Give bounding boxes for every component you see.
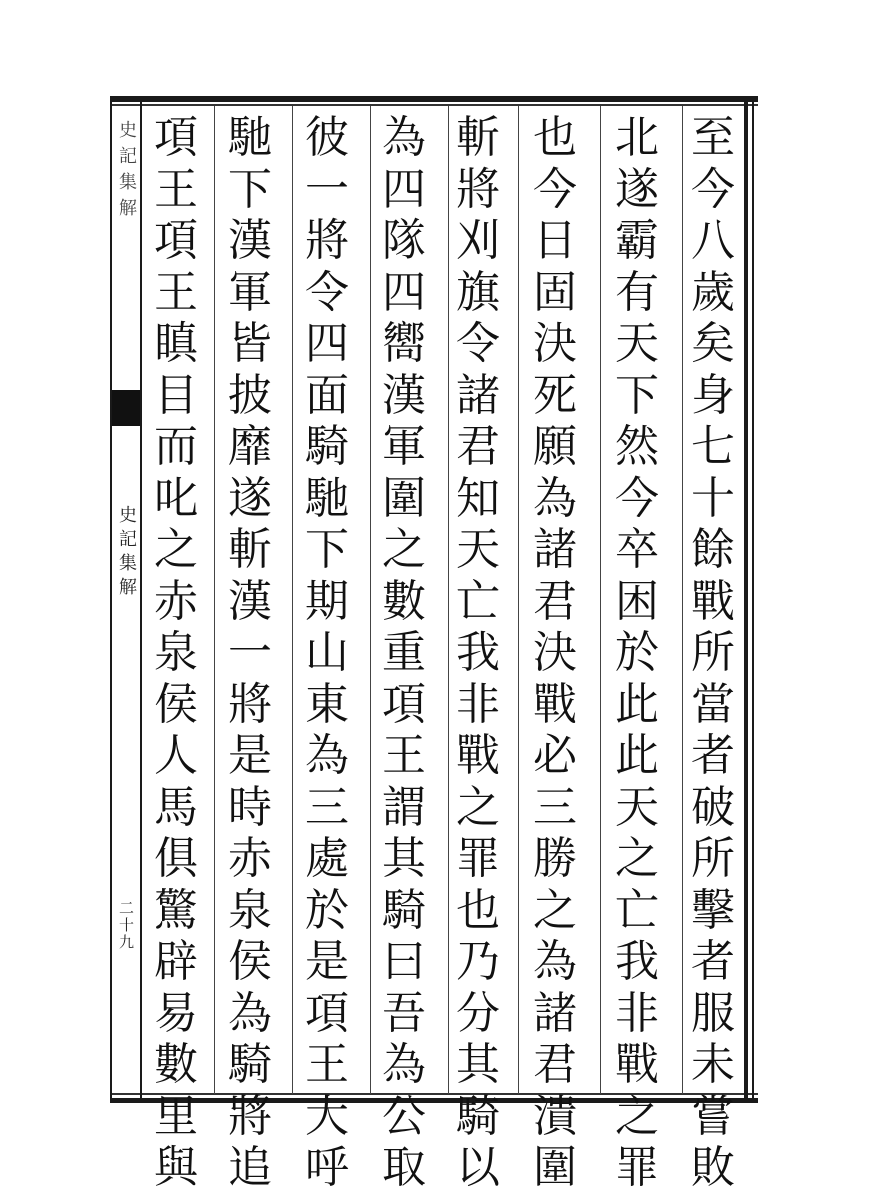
character-glyph: 披 (228, 369, 272, 421)
character-glyph: 必 (533, 730, 577, 781)
character-glyph: 四 (305, 318, 349, 369)
character-glyph: 重 (382, 627, 426, 678)
character-glyph: 圍 (382, 472, 426, 524)
character-glyph: 然 (615, 421, 659, 472)
character-glyph: 決 (533, 318, 577, 369)
character-glyph: 也 (456, 884, 500, 936)
character-glyph: 騎 (305, 421, 349, 472)
character-glyph: 謂 (382, 781, 426, 833)
character-glyph: 困 (615, 575, 659, 627)
character-glyph: 騎 (456, 1090, 500, 1142)
character-glyph: 侯 (154, 678, 198, 730)
character-glyph: 一 (228, 627, 272, 678)
character-glyph: 軍 (382, 421, 426, 472)
character-glyph: 所 (691, 627, 735, 678)
character-glyph: 辟 (154, 936, 198, 987)
character-glyph: 決 (533, 627, 577, 678)
character-glyph: 身 (691, 369, 735, 421)
text-column-1 (681, 112, 745, 1193)
character-glyph: 令 (456, 318, 500, 369)
character-glyph: 破 (691, 781, 735, 833)
character-glyph: 是 (305, 936, 349, 987)
character-glyph: 戰 (691, 575, 735, 627)
character-glyph: 刈 (456, 215, 500, 266)
character-glyph: 吾 (382, 987, 426, 1039)
character-glyph: 天 (615, 318, 659, 369)
character-glyph: 之 (154, 524, 198, 575)
character-glyph: 八 (691, 215, 735, 266)
character-glyph: 諸 (456, 369, 500, 421)
character-glyph: 為 (305, 730, 349, 781)
character-glyph: 服 (691, 987, 735, 1039)
character-glyph: 亡 (456, 575, 500, 627)
character-glyph: 願 (533, 421, 577, 472)
text-column-2 (605, 112, 669, 1193)
frame-top-rule (110, 96, 758, 102)
margin-top-text (112, 120, 140, 224)
column-divider (600, 106, 601, 1094)
character-glyph: 將 (456, 163, 500, 215)
character-glyph: 我 (456, 627, 500, 678)
character-glyph: 亡 (615, 884, 659, 936)
character-glyph: 里 (154, 1090, 198, 1142)
character-glyph: 餘 (691, 524, 735, 575)
character-glyph: 罪 (615, 1142, 659, 1193)
character-glyph: 面 (305, 369, 349, 421)
character-glyph: 俱 (154, 833, 198, 884)
character-glyph: 者 (691, 936, 735, 987)
character-glyph: 人 (154, 730, 198, 781)
character-glyph: 王 (154, 163, 198, 215)
text-column-4 (446, 112, 510, 1193)
character-glyph: 馳 (305, 472, 349, 524)
character-glyph: 圍 (533, 1142, 577, 1193)
character-glyph: 赤 (154, 575, 198, 627)
character-glyph: 者 (691, 730, 735, 781)
character-glyph: 所 (691, 833, 735, 884)
character-glyph: 戰 (533, 678, 577, 730)
character-glyph: 君 (456, 421, 500, 472)
character-glyph: 戰 (456, 730, 500, 781)
character-glyph: 與 (154, 1142, 198, 1193)
character-glyph: 項 (305, 987, 349, 1039)
character-glyph: 之 (382, 524, 426, 575)
character-glyph: 彼 (305, 112, 349, 163)
character-glyph: 此 (615, 678, 659, 730)
frame-left-rule (110, 100, 112, 1102)
character-glyph: 十 (691, 472, 735, 524)
book-title-label: 史記集解 (116, 505, 137, 601)
frame-bottom-inner-rule (110, 1093, 758, 1095)
character-glyph: 隊 (382, 215, 426, 266)
character-glyph: 騎 (382, 884, 426, 936)
character-glyph: 赤 (228, 833, 272, 884)
character-glyph: 君 (533, 1039, 577, 1090)
character-glyph: 王 (382, 730, 426, 781)
character-glyph: 項 (154, 215, 198, 266)
character-glyph: 大 (305, 1090, 349, 1142)
character-glyph: 為 (382, 112, 426, 163)
column-divider (518, 106, 519, 1094)
character-glyph: 漢 (382, 369, 426, 421)
character-glyph: 非 (615, 987, 659, 1039)
character-glyph: 皆 (228, 318, 272, 369)
character-glyph: 追 (228, 1142, 272, 1193)
text-column-6 (295, 112, 359, 1193)
character-glyph: 易 (154, 987, 198, 1039)
character-glyph: 漢 (228, 215, 272, 266)
character-glyph: 軍 (228, 266, 272, 318)
text-column-3 (523, 112, 587, 1193)
character-glyph: 馬 (154, 781, 198, 833)
text-column-5 (372, 112, 436, 1193)
character-glyph: 旗 (456, 266, 500, 318)
character-glyph: 為 (382, 1039, 426, 1090)
character-glyph: 數 (154, 1039, 198, 1090)
character-glyph: 潰 (533, 1090, 577, 1142)
character-glyph: 靡 (228, 421, 272, 472)
character-glyph: 遂 (615, 163, 659, 215)
character-glyph: 期 (305, 575, 349, 627)
character-glyph: 歲 (691, 266, 735, 318)
character-glyph: 馳 (228, 112, 272, 163)
character-glyph: 知 (456, 472, 500, 524)
character-glyph: 我 (615, 936, 659, 987)
character-glyph: 斬 (228, 524, 272, 575)
character-glyph: 驚 (154, 884, 198, 936)
character-glyph: 其 (456, 1039, 500, 1090)
character-glyph: 叱 (154, 472, 198, 524)
character-glyph: 下 (228, 163, 272, 215)
frame-top-inner-rule (110, 104, 758, 106)
character-glyph: 數 (382, 575, 426, 627)
margin-top-label: 史記集解 (116, 120, 137, 224)
character-glyph: 之 (533, 884, 577, 936)
character-glyph: 將 (228, 1090, 272, 1142)
character-glyph: 泉 (154, 627, 198, 678)
character-glyph: 曰 (382, 936, 426, 987)
character-glyph: 戰 (615, 1039, 659, 1090)
character-glyph: 嘗 (691, 1090, 735, 1142)
character-glyph: 三 (305, 781, 349, 833)
character-glyph: 天 (456, 524, 500, 575)
character-glyph: 四 (382, 266, 426, 318)
character-glyph: 當 (691, 678, 735, 730)
text-column-7 (218, 112, 282, 1193)
character-glyph: 擊 (691, 884, 735, 936)
fishtail-mark-icon (112, 390, 140, 426)
character-glyph: 四 (382, 163, 426, 215)
character-glyph: 騎 (228, 1039, 272, 1090)
character-glyph: 遂 (228, 472, 272, 524)
margin-book-title (112, 505, 140, 601)
character-glyph: 罪 (456, 833, 500, 884)
character-glyph: 之 (615, 1090, 659, 1142)
character-glyph: 日 (533, 215, 577, 266)
character-glyph: 以 (456, 1142, 500, 1193)
character-glyph: 於 (305, 884, 349, 936)
character-glyph: 君 (533, 575, 577, 627)
character-glyph: 其 (382, 833, 426, 884)
character-glyph: 分 (456, 987, 500, 1039)
margin-page-number (112, 900, 140, 951)
character-glyph: 呼 (305, 1142, 349, 1193)
character-glyph: 將 (305, 215, 349, 266)
character-glyph: 北 (615, 112, 659, 163)
character-glyph: 也 (533, 112, 577, 163)
frame-right-outer-rule (752, 100, 754, 1102)
character-glyph: 泉 (228, 884, 272, 936)
character-glyph: 為 (533, 936, 577, 987)
page-number-label: 二十九 (117, 900, 135, 951)
character-glyph: 斬 (456, 112, 500, 163)
column-divider (370, 106, 371, 1094)
character-glyph: 七 (691, 421, 735, 472)
character-glyph: 至 (691, 112, 735, 163)
character-glyph: 處 (305, 833, 349, 884)
character-glyph: 瞋 (154, 318, 198, 369)
column-divider (292, 106, 293, 1094)
character-glyph: 未 (691, 1039, 735, 1090)
character-glyph: 一 (305, 163, 349, 215)
character-glyph: 非 (456, 678, 500, 730)
text-column-8 (144, 112, 208, 1193)
character-glyph: 是 (228, 730, 272, 781)
character-glyph: 今 (691, 163, 735, 215)
character-glyph: 今 (615, 472, 659, 524)
character-glyph: 諸 (533, 987, 577, 1039)
character-glyph: 公 (382, 1090, 426, 1142)
character-glyph: 為 (228, 987, 272, 1039)
character-glyph: 卒 (615, 524, 659, 575)
character-glyph: 時 (228, 781, 272, 833)
banner-heart-rule (140, 100, 142, 1102)
character-glyph: 嚮 (382, 318, 426, 369)
column-divider (214, 106, 215, 1094)
character-glyph: 將 (228, 678, 272, 730)
character-glyph: 王 (154, 266, 198, 318)
character-glyph: 乃 (456, 936, 500, 987)
character-glyph: 今 (533, 163, 577, 215)
character-glyph: 為 (533, 472, 577, 524)
character-glyph: 固 (533, 266, 577, 318)
character-glyph: 三 (533, 781, 577, 833)
character-glyph: 勝 (533, 833, 577, 884)
character-glyph: 項 (154, 112, 198, 163)
character-glyph: 霸 (615, 215, 659, 266)
character-glyph: 目 (154, 369, 198, 421)
character-glyph: 矣 (691, 318, 735, 369)
character-glyph: 敗 (691, 1142, 735, 1193)
character-glyph: 山 (305, 627, 349, 678)
frame-bottom-rule (110, 1098, 758, 1103)
character-glyph: 之 (456, 781, 500, 833)
character-glyph: 王 (305, 1039, 349, 1090)
character-glyph: 死 (533, 369, 577, 421)
character-glyph: 諸 (533, 524, 577, 575)
character-glyph: 此 (615, 730, 659, 781)
character-glyph: 取 (382, 1142, 426, 1193)
character-glyph: 而 (154, 421, 198, 472)
character-glyph: 下 (305, 524, 349, 575)
character-glyph: 之 (615, 833, 659, 884)
character-glyph: 於 (615, 627, 659, 678)
character-glyph: 項 (382, 678, 426, 730)
character-glyph: 天 (615, 781, 659, 833)
character-glyph: 令 (305, 266, 349, 318)
character-glyph: 侯 (228, 936, 272, 987)
character-glyph: 有 (615, 266, 659, 318)
character-glyph: 下 (615, 369, 659, 421)
character-glyph: 東 (305, 678, 349, 730)
character-glyph: 漢 (228, 575, 272, 627)
